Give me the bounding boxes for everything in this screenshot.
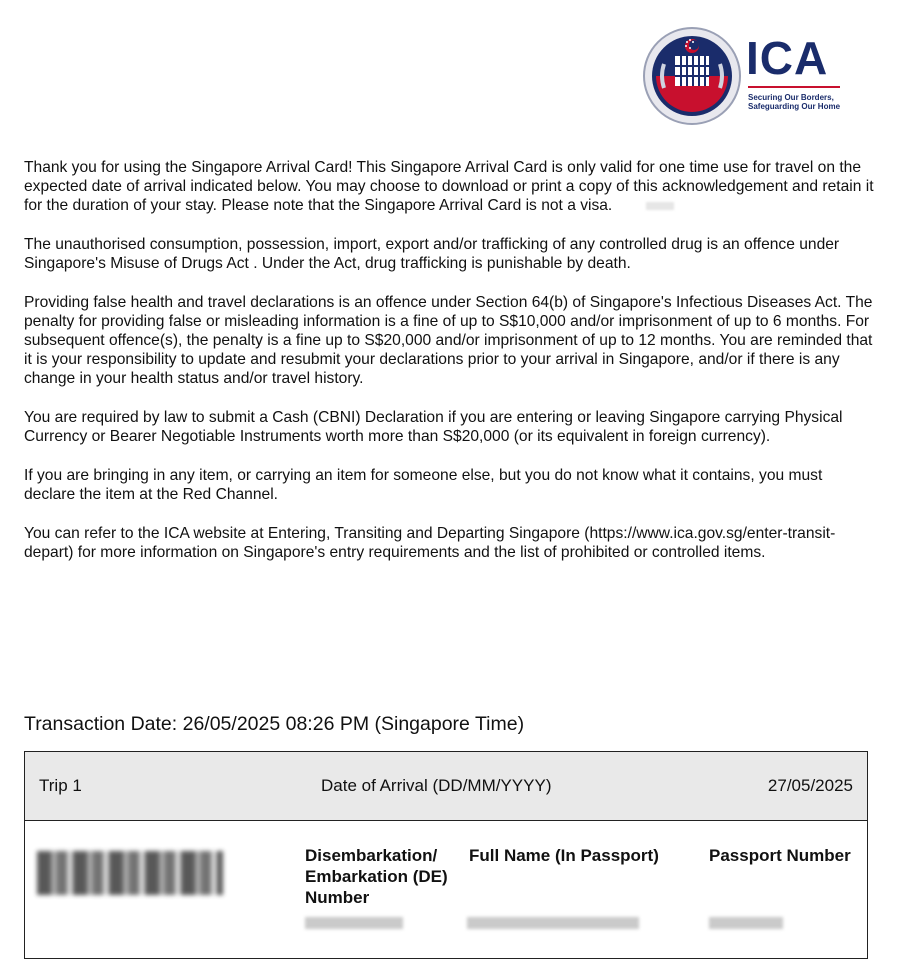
para-red-channel: If you are bringing in any item, or carrying an item for someone else, but you do not know what it contains, you must declare the item at the Red Channel. [24, 467, 823, 503]
para-intro-text: Thank you for using the Singapore Arrival Card! This Singapore Arrival Card is only valid for one time use for travel on the expected date of arrival indicated below. You may choose to download or print a copy of this acknowledgement and retain it for the duration of your stay. Please note that the Singapore Arrival Card is not a visa. [24, 159, 874, 214]
transaction-date: Transaction Date: 26/05/2025 08:26 PM (Singapore Time) [24, 713, 525, 735]
redacted-inline [646, 202, 674, 210]
ica-tagline-line-2: Safeguarding Our Home [748, 102, 841, 111]
full-name-header: Full Name (In Passport) [469, 846, 659, 865]
arrival-date-label: Date of Arrival (DD/MM/YYYY) [321, 776, 552, 795]
para-ica-website: You can refer to the ICA website at Entering, Transiting and Departing Singapore (https://www.ica.gov.sg/enter-transit-depart) for more information on Singapore's entry requirements and the list of prohibited or controlled items. [24, 525, 836, 561]
redacted-barcode [37, 851, 223, 895]
para-false-declaration: Providing false health and travel declarations is an offence under Section 64(b) of Singapore's Infectious Diseases Act. The penalty for providing false or misleading information is a fine of up to S$10,000 and/or imprisonment of up to 6 months. For subsequent offence(s), the penalty is a fine up to S$20,000 and/or imprisonment of up to 12 months. You are reminded that it is your responsibility to update and resubmit your declarations prior to your arrival in Singapore, and/or if there is any change in your health status and/or travel history. [24, 294, 873, 387]
para-drugs: The unauthorised consumption, possession, import, export and/or trafficking of any controlled drug is an offence under Singapore's Misuse of Drugs Act . Under the Act, drug trafficking is punishable by death. [24, 236, 840, 272]
trip-details [25, 821, 867, 959]
redacted-de-number [305, 917, 403, 929]
redacted-full-name [467, 917, 639, 929]
trip-header [25, 752, 867, 821]
para-cash: You are required by law to submit a Cash (CBNI) Declaration if you are entering or leaving Singapore carrying Physical Currency or Bearer Negotiable Instruments worth more than S$20,000 (or its equivalent in foreign currency). [24, 409, 843, 445]
trip-table [24, 751, 868, 959]
redacted-passport-number [709, 917, 783, 929]
para-intro [24, 158, 874, 215]
ica-rule [748, 86, 840, 88]
arrival-date-value: 27/05/2025 [767, 776, 853, 795]
ica-logo [642, 26, 852, 130]
ica-wordmark: ICA [746, 32, 829, 84]
ica-seal-icon [642, 26, 742, 126]
trip-label: Trip 1 [39, 776, 82, 795]
de-number-header: Disembarkation/ Embarkation (DE) Number [305, 846, 448, 907]
ica-tagline-line-1: Securing Our Borders, [748, 93, 834, 102]
ica-tagline [748, 93, 858, 111]
passport-number-header: Passport Number [709, 846, 851, 865]
notice-body [24, 158, 874, 582]
